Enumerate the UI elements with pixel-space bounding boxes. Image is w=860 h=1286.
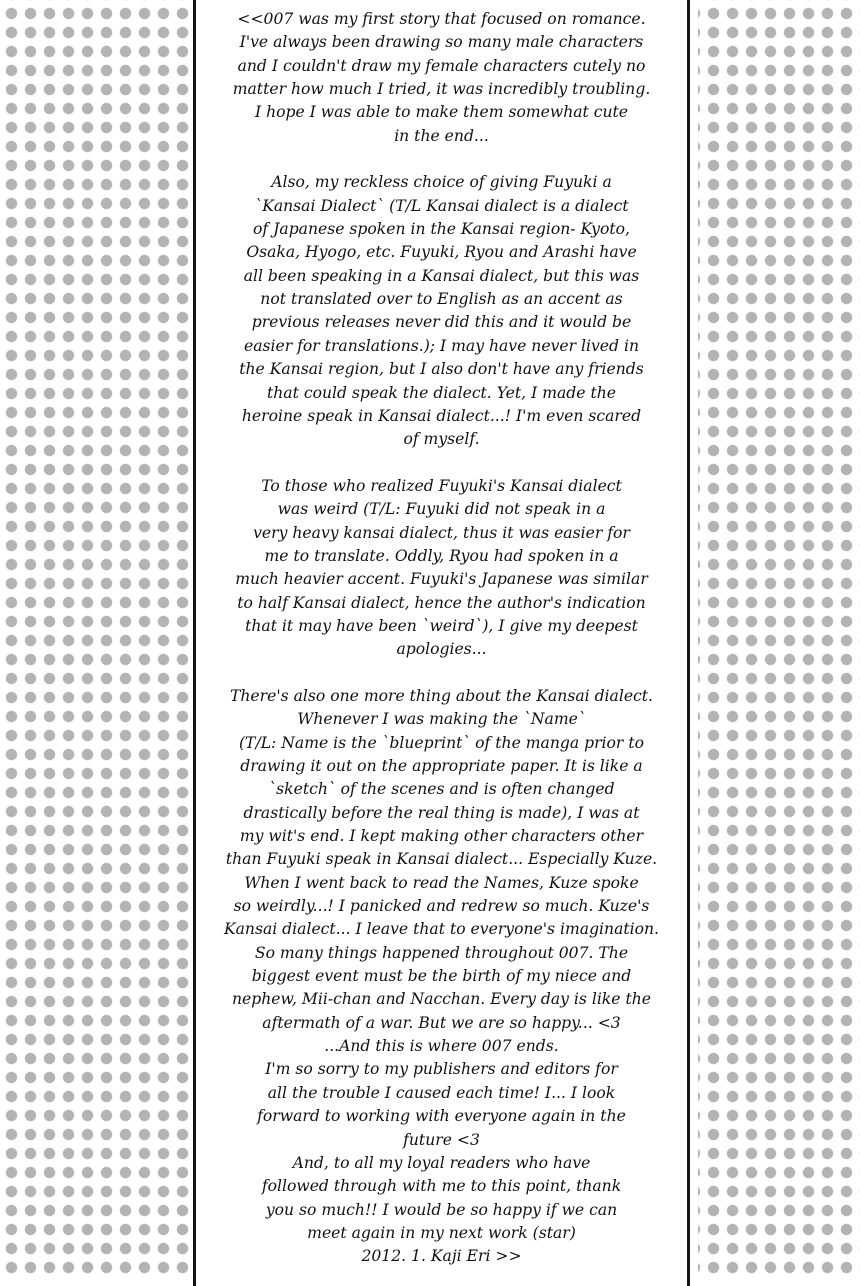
text-line: the Kansai region, but I also don't have any friends	[239, 360, 644, 379]
text-line: There's also one more thing about the Kansai dialect.	[229, 686, 654, 705]
polka-dot-border-right	[698, 0, 860, 1280]
text-line: my wit's end. I kept making other characters other	[239, 827, 644, 846]
text-line: than Fuyuki speak in Kansai dialect... Especially Kuze.	[225, 850, 658, 869]
text-line: to half Kansai dialect, hence the author's indication	[237, 593, 646, 612]
polka-dot-border-left	[0, 0, 192, 1280]
text-line: ...And this is where 007 ends.	[324, 1037, 559, 1056]
text-line: Whenever I was making the `Name`	[297, 710, 586, 729]
text-line: you so much!! I would be so happy if we can	[265, 1200, 618, 1219]
text-line: followed through with me to this point, thank	[261, 1177, 622, 1196]
text-line: Also, my reckless choice of giving Fuyuki a	[271, 173, 612, 192]
paragraph-gap	[196, 452, 687, 475]
paragraph-romance	[196, 8, 687, 148]
text-line: all been speaking in a Kansai dialect, but this was	[243, 266, 640, 285]
text-line: was weird (T/L: Fuyuki did not speak in a	[277, 500, 606, 519]
paragraph-gap	[196, 662, 687, 685]
text-line: of myself.	[403, 430, 480, 449]
text-line: drastically before the real thing is made), I was at	[243, 803, 640, 822]
text-line: not translated over to English as an accent as	[260, 290, 623, 309]
text-line: (T/L: Name is the `blueprint` of the manga prior to	[238, 733, 645, 752]
text-line: forward to working with everyone again in the	[257, 1107, 626, 1126]
text-line: in the end...	[394, 126, 489, 145]
text-line: I hope I was able to make them somewhat cute	[254, 103, 629, 122]
paragraph-closing	[196, 685, 687, 1269]
paragraph-apologies	[196, 475, 687, 662]
text-line: of Japanese spoken in the Kansai region- Kyoto,	[253, 220, 630, 239]
text-line: apologies...	[396, 640, 487, 659]
text-line: Kansai dialect... I leave that to everyone's imagination.	[223, 920, 660, 939]
text-line: biggest event must be the birth of my niece and	[251, 967, 632, 986]
text-line: aftermath of a war. But we are so happy... <3	[262, 1013, 621, 1032]
text-line: And, to all my loyal readers who have	[292, 1153, 591, 1172]
text-line: me to translate. Oddly, Ryou had spoken in a	[264, 546, 619, 565]
text-line: When I went back to read the Names, Kuze spoke	[244, 873, 639, 892]
text-line: so weirdly...! I panicked and redrew so much. Kuze's	[233, 897, 650, 916]
text-line: much heavier accent. Fuyuki's Japanese was similar	[235, 570, 648, 589]
text-line: very heavy kansai dialect, thus it was easier for	[253, 523, 630, 542]
text-line: drawing it out on the appropriate paper. It is like a	[240, 757, 643, 775]
afterword-text	[196, 8, 687, 1269]
text-line: <<007 was my first story that focused on romance.	[237, 10, 646, 28]
text-line: previous releases never did this and it would be	[251, 313, 632, 332]
paragraph-gap	[196, 148, 687, 171]
text-line: `Kansai Dialect` (T/L Kansai dialect is a dialect	[254, 196, 629, 215]
text-line: I'm so sorry to my publishers and editors for	[265, 1060, 618, 1079]
text-line: and I couldn't draw my female characters cutely no	[237, 56, 646, 75]
text-line: nephew, Mii-chan and Nacchan. Every day is like the	[232, 990, 651, 1009]
text-line: 2012. 1. Kaji Eri >>	[361, 1247, 522, 1266]
text-line: I've always been drawing so many male characters	[239, 33, 644, 52]
text-line: heroine speak in Kansai dialect...! I'm even scared	[241, 406, 642, 425]
text-line: Osaka, Hyogo, etc. Fuyuki, Ryou and Arashi have	[246, 243, 637, 262]
text-line: all the trouble I caused each time! I... I look	[267, 1083, 616, 1102]
text-line: meet again in my next work (star)	[307, 1223, 576, 1242]
text-line: that could speak the dialect. Yet, I made the	[267, 383, 616, 402]
text-line: easier for translations.); I may have never lived in	[243, 336, 639, 355]
text-line: So many things happened throughout 007. The	[254, 943, 629, 962]
text-line: `sketch` of the scenes and is often changed	[268, 780, 615, 799]
text-line: that it may have been `weird`), I give my deepest	[245, 616, 638, 635]
paragraph-kansai-choice	[196, 171, 687, 451]
text-line: To those who realized Fuyuki's Kansai dialect	[261, 476, 622, 495]
text-line: matter how much I tried, it was incredibly troubling.	[232, 80, 651, 99]
text-line: future <3	[403, 1130, 480, 1149]
